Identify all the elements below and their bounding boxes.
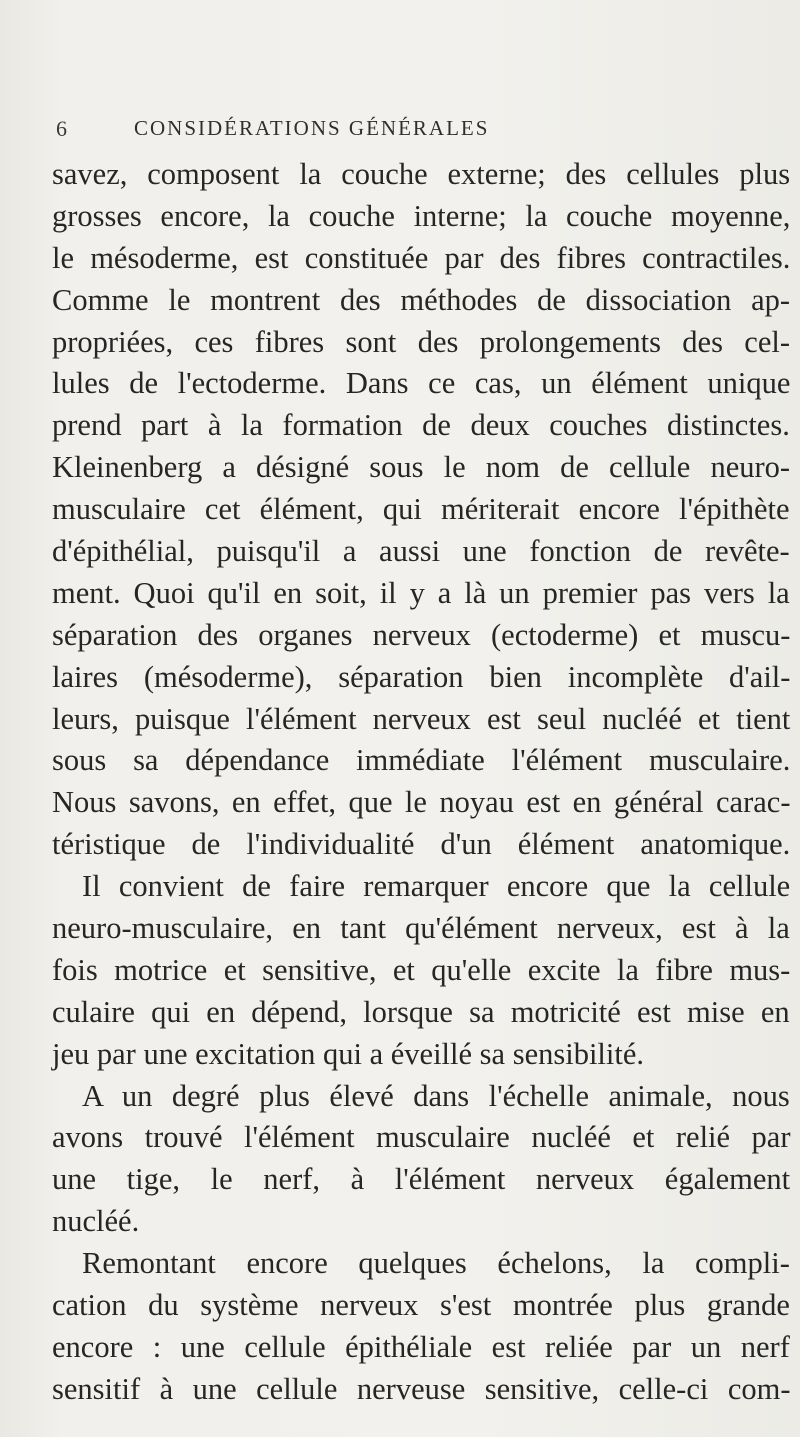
text-line: fois motrice et sensitive, et qu'elle excite la fibre mus- — [52, 952, 791, 987]
text-line: neuro-musculaire, en tant qu'élément nerveux, est à la — [52, 911, 790, 946]
text-line: leurs, puisque l'élément nerveux est seul nucléé et tient — [52, 701, 791, 736]
text-line: prend part à la formation de deux couches distinctes. — [52, 408, 790, 443]
running-title: CONSIDÉRATIONS GÉNÉRALES — [134, 116, 490, 140]
text-line: séparation des organes nerveux (ectoderme) et muscu- — [52, 617, 791, 652]
text-line: propriées, ces fibres sont des prolongements des cel- — [52, 324, 791, 359]
text-line: Remontant encore quelques échelons, la compli- — [82, 1246, 790, 1281]
text-line: lules de l'ectoderme. Dans ce cas, un élément unique — [52, 366, 791, 401]
text-line: le mésoderme, est constituée par des fibres contractiles. — [52, 240, 791, 275]
text-line: Kleinenberg a désigné sous le nom de cellule neuro- — [52, 450, 791, 485]
text-line: culaire qui en dépend, lorsque sa motricité est mise en — [52, 994, 790, 1029]
page-number: 6 — [56, 116, 68, 141]
text-line: jeu par une excitation qui a éveillé sa sensibilité. — [52, 1036, 645, 1071]
text-line: Comme le montrent des méthodes de dissociation ap- — [52, 282, 791, 317]
text-line: laires (mésoderme), séparation bien incomplète d'ail- — [52, 659, 791, 694]
text-line: encore : une cellule épithéliale est reliée par un nerf — [52, 1329, 790, 1364]
text-line: d'épithélial, puisqu'il a aussi une fonction de revête- — [52, 534, 790, 569]
text-line: nucléé. — [52, 1204, 140, 1239]
text-line: musculaire cet élément, qui mériterait encore l'épithète — [52, 492, 790, 527]
text-line: grosses encore, la couche interne; la couche moyenne, — [52, 198, 791, 233]
text-line: téristique de l'individualité d'un élément anatomique. — [52, 827, 791, 862]
text-line: une tige, le nerf, à l'élément nerveux également — [52, 1162, 791, 1197]
text-line: Nous savons, en effet, que le noyau est en général carac- — [52, 785, 791, 820]
text-line: sous sa dépendance immédiate l'élément musculaire. — [52, 743, 791, 778]
text-line: Il convient de faire remarquer encore que la cellule — [82, 869, 791, 904]
text-line: savez, composent la couche externe; des cellules plus — [52, 157, 791, 191]
page-header — [56, 116, 756, 152]
text-line: cation du système nerveux s'est montrée plus grande — [52, 1288, 790, 1323]
body-text — [52, 154, 800, 1411]
text-line: avons trouvé l'élément musculaire nucléé et relié par — [52, 1120, 791, 1155]
text-line: sensitif à une cellule nerveuse sensitive, celle-ci com- — [52, 1371, 791, 1406]
text-line: ment. Quoi qu'il en soit, il y a là un premier pas vers la — [52, 575, 790, 610]
text-line: A un degré plus élevé dans l'échelle animale, nous — [82, 1078, 790, 1113]
